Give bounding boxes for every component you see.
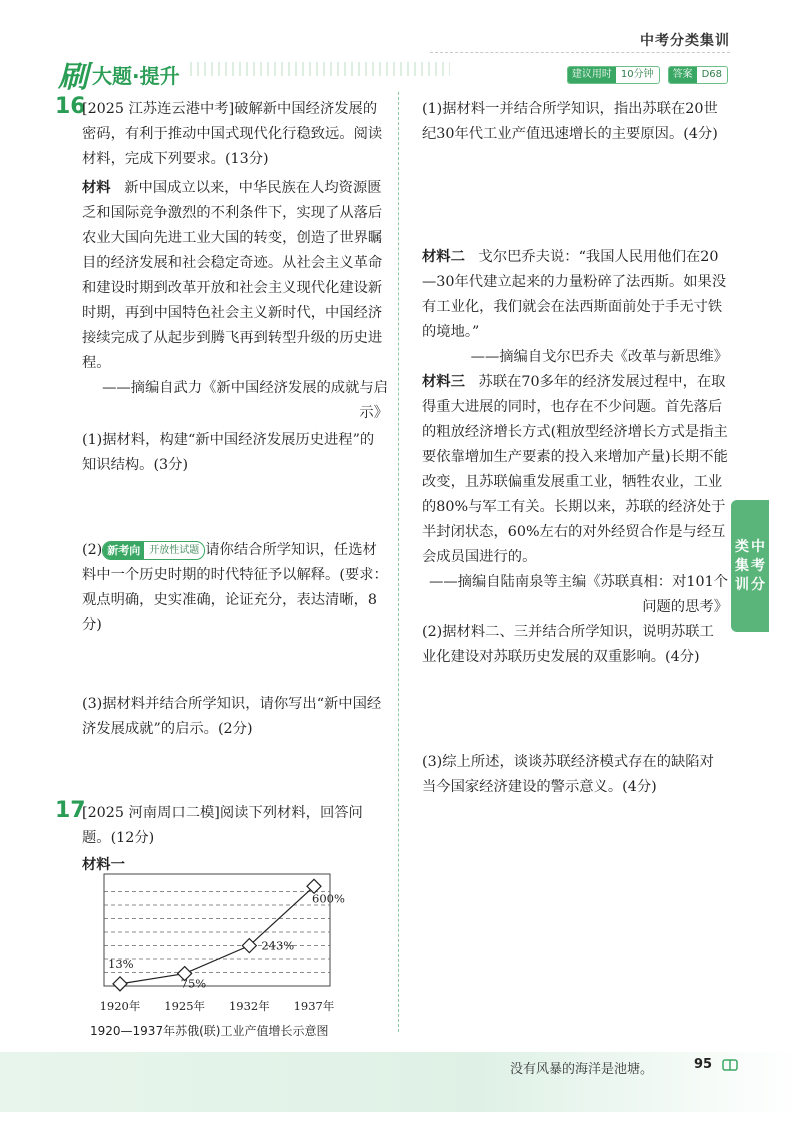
answer-tag <box>668 66 728 84</box>
time-tag <box>567 66 660 84</box>
q17-sub2: (2)据材料二、三并结合所学知识，说明苏联工业化建设对苏联历史发展的双重影响。(4分) <box>422 624 714 665</box>
answer-space <box>422 147 728 245</box>
x-tick-label: 1925年 <box>164 999 206 1013</box>
q17-material3 <box>422 370 728 570</box>
q17-sub3: (3)综上所述，谈谈苏联经济模式存在的缺陷对当今国家经济建设的警示意义。(4分) <box>422 754 714 795</box>
answer-space <box>82 638 388 692</box>
industrial-output-chart <box>82 868 352 1022</box>
column-divider <box>398 92 399 1032</box>
x-tick-label: 1932年 <box>228 999 270 1013</box>
book-icon <box>722 1058 738 1072</box>
q17-sub1: (1)据材料一并结合所学知识，指出苏联在20世纪30年代工业产值迅速增长的主要原因。(4分) <box>422 101 718 142</box>
answer-tag-value: D68 <box>701 69 722 80</box>
header-tags <box>567 66 728 84</box>
question-number-17: 17 <box>55 798 86 823</box>
q17-material2-source: ——摘编自戈尔巴乔夫《改革与新思维》 <box>470 349 728 365</box>
series-title: 中考分类集训 <box>640 33 730 49</box>
q16-sub3: (3)据材料并结合所学知识，请你写出“新中国经济发展成就”的启示。(2分) <box>82 696 382 737</box>
q16-sub2-prefix: (2) <box>82 542 103 558</box>
data-label: 243% <box>261 938 295 953</box>
q17-intro-text: 阅读下列材料，回答问题。(12分) <box>82 805 363 846</box>
q16-material-source: ——摘编自武力《新中国经济发展的成就与启示》 <box>102 380 388 421</box>
brand-text: 大题·提升 <box>92 63 180 88</box>
q17-material2 <box>422 245 728 345</box>
question-16 <box>82 97 388 742</box>
question-17-right <box>422 97 728 800</box>
side-tab-text: 中 考 分 类 集 训 <box>735 538 765 593</box>
q16-source: [2025 江苏连云港中考] <box>82 101 235 117</box>
q16-sub2-text: 请你结合所学知识，任选材料中一个历史时期的时代特征予以解释。(要求：观点明确，史实准确，论证充分，表达清晰，8分) <box>82 542 388 633</box>
badge-sub: 开放性试题 <box>149 544 200 556</box>
chapter-side-tab[interactable] <box>731 500 769 632</box>
q16-material-text: 新中国成立以来，中华民族在人均资源匮乏和国际竞争激烈的不利条件下，实现了从落后农业大国向先进工业大国的转变，创造了世界瞩目的经济发展和社会稳定奇迹。从社会主义革命和建设时期到改革开放和社会主义现代化建设新时期，再到中国特色社会主义新时代，中国经济接续完成了从起步到腾飞再到转型升级的历史进程。 <box>82 180 383 371</box>
q17-source: [2025 河南周口二模] <box>82 805 220 821</box>
q17-material2-label: 材料二 <box>422 249 465 265</box>
chart-caption: 1920—1937年苏俄(联)工业产值增长示意图 <box>90 1024 329 1038</box>
q17-intro <box>82 801 388 851</box>
footer-motto: 没有风暴的海洋是池塘。 <box>510 1062 654 1077</box>
new-trend-badge <box>102 541 205 560</box>
data-label: 75% <box>180 976 207 991</box>
decorative-stripes <box>190 62 450 76</box>
x-tick-label: 1937年 <box>293 999 335 1013</box>
page-number: 95 <box>694 1057 713 1072</box>
q16-intro-text: 破解新中国经济发展的密码，有利于推动中国式现代化行稳致远。阅读材料，完成下列要求。(13分) <box>82 101 383 167</box>
brand <box>58 52 180 96</box>
footer-band <box>0 1052 800 1112</box>
answer-space <box>82 478 388 538</box>
brand-glyph: 刷 <box>58 60 88 95</box>
q16-sub1: (1)据材料，构建“新中国经济发展历史进程”的知识结构。(3分) <box>82 432 375 473</box>
chart-svg <box>82 868 352 1018</box>
q17-material3-source: ——摘编自陆南泉等主编《苏联真相：对101个问题的思考》 <box>429 574 728 615</box>
question-17-intro <box>82 801 388 878</box>
data-label: 600% <box>312 891 345 906</box>
q17-material3-text: 苏联在70多年的经济发展过程中，在取得重大进展的同时，也存在不少问题。首先落后的粗放经济增长方式(粗放型经济增长方式是指主要依靠增加生产要素的投入来增加产量)长期不能改变，且苏联偏重发展重工业，牺牲农业，工业的80%与军工有关。长期以来，苏联的经济处于半封闭状态，60%左右的对外经贸合作是与经互会成员国进行的。 <box>422 374 728 565</box>
question-number-16: 16 <box>55 94 86 119</box>
answer-space <box>422 670 728 750</box>
q16-intro <box>82 97 388 172</box>
time-tag-key: 建议用时 <box>568 67 616 83</box>
time-tag-value: 10分钟 <box>620 69 654 80</box>
q16-sub2 <box>82 538 388 638</box>
answer-tag-key: 答案 <box>669 67 697 83</box>
q16-material-label: 材料 <box>82 180 111 196</box>
chart-frame <box>104 874 330 986</box>
badge-main: 新考向 <box>103 542 144 559</box>
q17-material1-label: 材料一 <box>82 857 125 873</box>
x-tick-label: 1920年 <box>99 999 141 1013</box>
q17-material2-text: 戈尔巴乔夫说：“我国人民用他们在20—30年代建立起来的力量粉碎了法西斯。如果没有工业化，我们就会在法西斯面前处于手无寸铁的境地。” <box>422 249 727 340</box>
q16-material <box>82 176 388 376</box>
header-divider <box>430 52 730 53</box>
q17-material3-label: 材料三 <box>422 374 465 390</box>
data-label: 13% <box>108 956 134 971</box>
